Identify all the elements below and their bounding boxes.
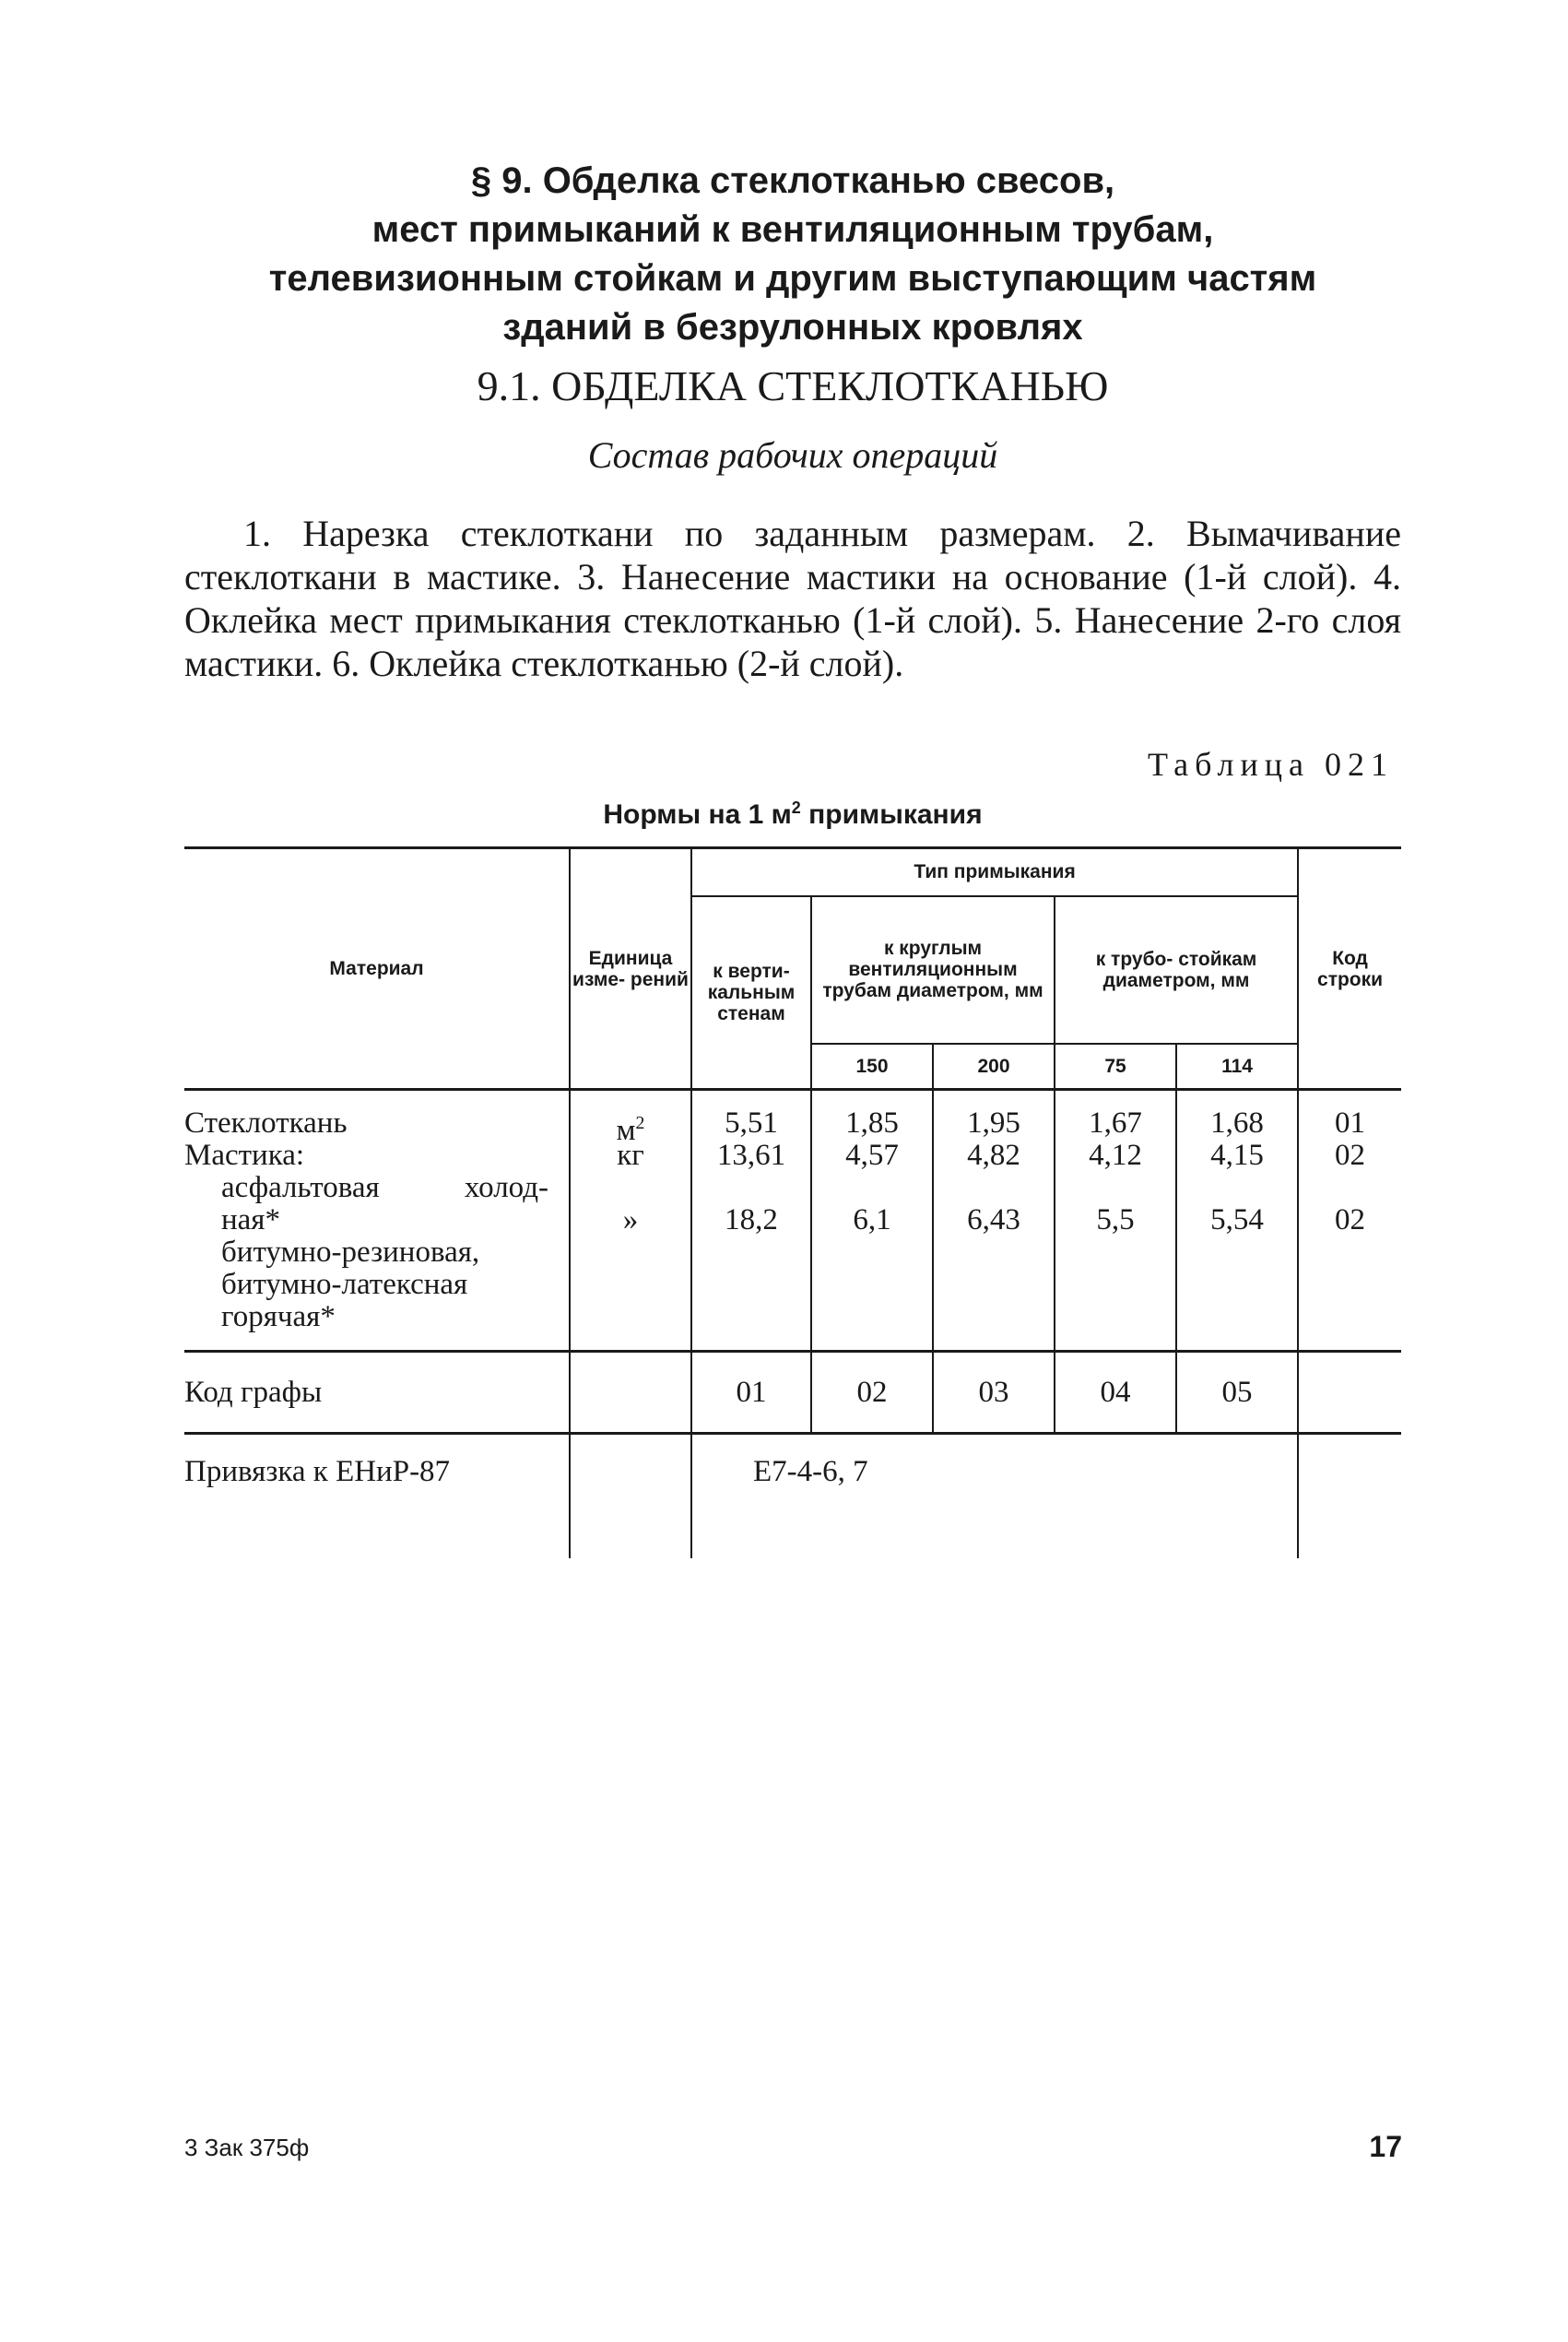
- col-200-values: [933, 1090, 1055, 1352]
- unit-m2: [571, 1107, 690, 1147]
- column-code: 04: [1055, 1352, 1176, 1434]
- col-row-codes: [1298, 1090, 1401, 1352]
- value-cell: 4,15: [1210, 1139, 1264, 1172]
- footer-print-info: 3 Зак 375ф: [184, 2134, 310, 2161]
- header-diameter-75: 75: [1055, 1044, 1176, 1090]
- material-bitumen-latex: битумно-латексная: [221, 1268, 468, 1301]
- value-cell: 4,57: [845, 1139, 899, 1172]
- table-caption-sup: 2: [791, 798, 801, 817]
- header-code: Код строки: [1298, 848, 1401, 1090]
- unit-m2-sup: 2: [635, 1113, 645, 1133]
- table-number: Таблица 021: [1148, 746, 1394, 783]
- table-caption-after: примыкания: [800, 799, 983, 830]
- material-hot: горячая*: [221, 1300, 336, 1333]
- heading-line-3: телевизионным стойкам и другим выступающим частям: [268, 258, 1317, 299]
- column-code: 03: [933, 1352, 1055, 1434]
- value-cell: 6,1: [853, 1203, 891, 1236]
- binding-row: [184, 1434, 1401, 1559]
- header-vertical-walls: к верти- кальным стенам: [691, 896, 811, 1090]
- col-75-values: [1055, 1090, 1176, 1352]
- heading-line-2: мест примыканий к вентиляционным трубам,: [371, 209, 1214, 250]
- column-code-label: Код графы: [184, 1352, 570, 1434]
- value-cell: 1,95: [967, 1106, 1020, 1140]
- header-unit: Единица изме- рений: [570, 848, 691, 1090]
- header-round-pipes: к круглым вентиляционным трубам диаметром, мм: [811, 896, 1055, 1044]
- value-cell: 18,2: [725, 1203, 778, 1236]
- row-code: 02: [1335, 1203, 1366, 1236]
- header-type-group: Тип примыкания: [691, 848, 1298, 896]
- empty-cell: [1298, 1434, 1401, 1559]
- norms-table: [184, 846, 1401, 1558]
- column-code: 02: [811, 1352, 933, 1434]
- unit-kg: кг: [617, 1139, 644, 1172]
- empty-cell: [570, 1434, 691, 1559]
- header-pipe-posts: к трубо- стойкам диаметром, мм: [1055, 896, 1298, 1044]
- column-code: 05: [1176, 1352, 1298, 1434]
- material-asphalt: [184, 1172, 569, 1204]
- unit-same: »: [622, 1203, 639, 1236]
- column-code-row: [184, 1352, 1401, 1434]
- value-cell: 1,68: [1210, 1106, 1264, 1140]
- materials-cell: [184, 1090, 570, 1352]
- material-asphalt-a: асфальтовая: [221, 1171, 380, 1204]
- column-code: 01: [691, 1352, 811, 1434]
- value-cell: 5,54: [1210, 1203, 1264, 1236]
- header-material: Материал: [184, 848, 570, 1090]
- operations-text: 1. Нарезка стеклоткани по заданным размерам. 2. Вымачивание стеклоткани в мастике. 3. Нанесение мастики на основание (1-й слой). 4. Оклейка мест примыкания стеклотканью (1-й слой). 5. Нанесение 2-го слоя мастики. 6. Оклейка стеклотканью (2-й слой).: [184, 513, 1401, 684]
- page-number: 17: [1369, 2130, 1402, 2163]
- material-fiberglass: Стеклоткань: [184, 1106, 348, 1140]
- heading-line-4: зданий в безрулонных кровлях: [502, 307, 1083, 348]
- value-cell: 5,51: [725, 1106, 778, 1140]
- value-cell: 1,67: [1089, 1106, 1142, 1140]
- operations-title: Состав рабочих операций: [587, 434, 998, 476]
- col-150-values: [811, 1090, 933, 1352]
- value-cell: 6,43: [967, 1203, 1020, 1236]
- section-heading: [184, 157, 1401, 352]
- unit-m2-text: м: [616, 1114, 636, 1147]
- heading-line-1: § 9. Обделка стеклотканью свесов,: [470, 160, 1115, 201]
- table-caption-before: Нормы на 1 м: [603, 799, 792, 830]
- value-cell: 4,12: [1089, 1139, 1142, 1172]
- binding-label: Привязка к ЕНиР-87: [184, 1434, 570, 1559]
- col-114-values: [1176, 1090, 1298, 1352]
- header-diameter-114: 114: [1176, 1044, 1298, 1090]
- value-cell: 5,5: [1096, 1203, 1135, 1236]
- header-diameter-200: 200: [933, 1044, 1055, 1090]
- table-caption: [184, 798, 1401, 831]
- header-diameter-150: 150: [811, 1044, 933, 1090]
- row-code: 01: [1335, 1106, 1366, 1140]
- material-asphalt-cont: ная*: [221, 1203, 280, 1236]
- units-cell: [570, 1090, 691, 1352]
- subsection-heading: 9.1. ОБДЕЛКА СТЕКЛОТКАНЬЮ: [477, 362, 1109, 409]
- empty-cell: [1298, 1352, 1401, 1434]
- value-cell: 13,61: [716, 1139, 786, 1172]
- material-asphalt-b: холод-: [464, 1171, 548, 1204]
- material-bitumen-rubber: битумно-резиновая,: [221, 1236, 480, 1269]
- material-mastic: Мастика:: [184, 1139, 305, 1172]
- col-vertical-values: [691, 1090, 811, 1352]
- table-row: [184, 1090, 1401, 1352]
- value-cell: 1,85: [845, 1106, 899, 1140]
- value-cell: 4,82: [967, 1139, 1020, 1172]
- empty-cell: [570, 1352, 691, 1434]
- row-code: 02: [1335, 1139, 1366, 1172]
- binding-value: Е7-4-6, 7: [691, 1434, 1298, 1559]
